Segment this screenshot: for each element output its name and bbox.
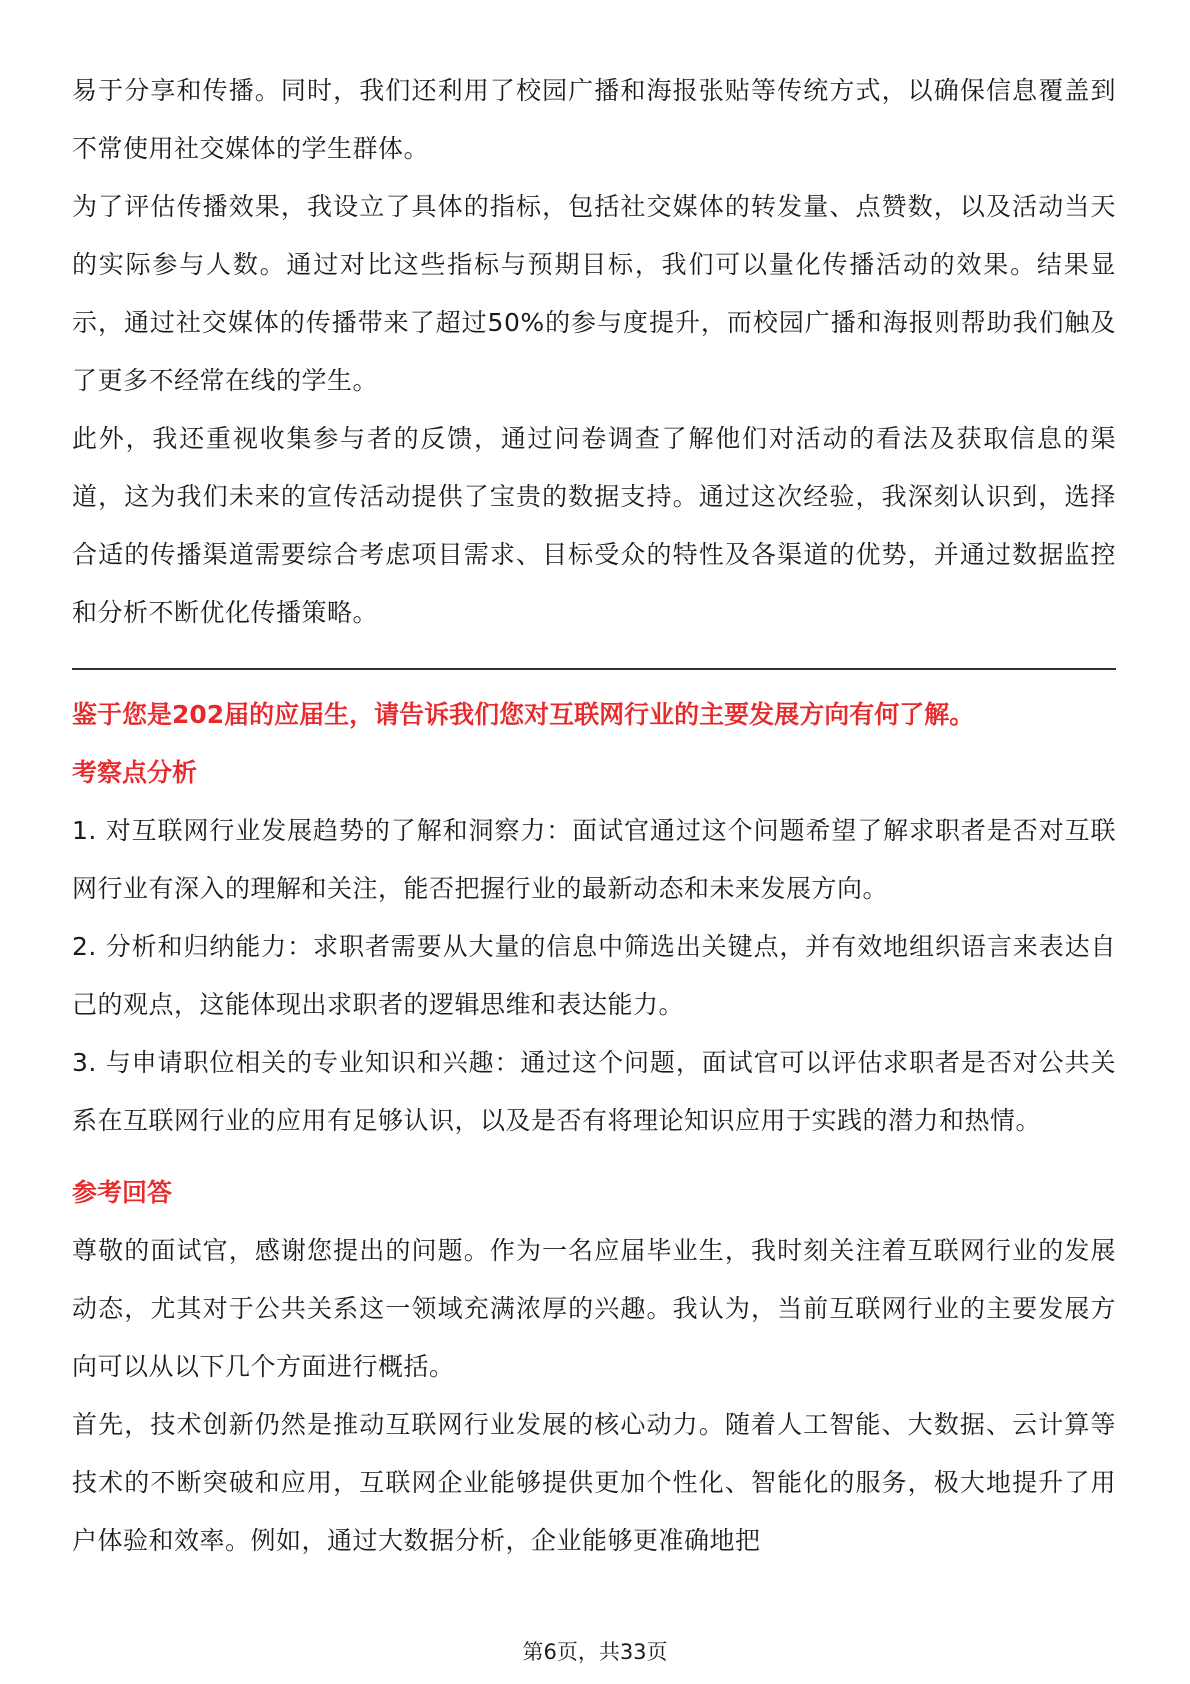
question-heading: 鉴于您是202届的应届生，请告诉我们您对互联网行业的主要发展方向有何了解。 [72, 700, 975, 729]
intro-paragraph-1: 易于分享和传播。同时，我们还利用了校园广播和海报张贴等传统方式，以确保信息覆盖到不常使用社交媒体的学生群体。 [72, 76, 1116, 163]
answer-paragraph-1: 尊敬的面试官，感谢您提出的问题。作为一名应届毕业生，我时刻关注着互联网行业的发展动态，尤其对于公共关系这一领域充满浓厚的兴趣。我认为，当前互联网行业的主要发展方向可以从以下几个方面进行概括。 [72, 1236, 1116, 1381]
analysis-point-2: 2. 分析和归纳能力：求职者需要从大量的信息中筛选出关键点，并有效地组织语言来表达自己的观点，这能体现出求职者的逻辑思维和表达能力。 [72, 932, 1116, 1019]
section-gap [72, 1150, 1116, 1164]
analysis-point-1: 1. 对互联网行业发展趋势的了解和洞察力：面试官通过这个问题希望了解求职者是否对互联网行业有深入的理解和关注，能否把握行业的最新动态和未来发展方向。 [72, 816, 1116, 903]
intro-paragraph-2: 为了评估传播效果，我设立了具体的指标，包括社交媒体的转发量、点赞数，以及活动当天的实际参与人数。通过对比这些指标与预期目标，我们可以量化传播活动的效果。结果显示，通过社交媒体的传播带来了超过50%的参与度提升，而校园广播和海报则帮助我们触及了更多不经常在线的学生。 [72, 192, 1116, 395]
answer-paragraph-2: 首先，技术创新仍然是推动互联网行业发展的核心动力。随着人工智能、大数据、云计算等技术的不断突破和应用，互联网企业能够提供更加个性化、智能化的服务，极大地提升了用户体验和效率。例如，通过大数据分析，企业能够更准确地把 [72, 1410, 1116, 1555]
page-number-footer: 第6页，共33页 [522, 1640, 668, 1664]
analysis-point-3: 3. 与申请职位相关的专业知识和兴趣：通过这个问题，面试官可以评估求职者是否对公共关系在互联网行业的应用有足够认识，以及是否有将理论知识应用于实践的潜力和热情。 [72, 1048, 1116, 1135]
answer-title: 参考回答 [72, 1178, 173, 1207]
page-content [72, 62, 1116, 1570]
analysis-title: 考察点分析 [72, 758, 198, 787]
section-divider [72, 668, 1116, 670]
intro-paragraph-3: 此外，我还重视收集参与者的反馈，通过问卷调查了解他们对活动的看法及获取信息的渠道，这为我们未来的宣传活动提供了宝贵的数据支持。通过这次经验，我深刻认识到，选择合适的传播渠道需要综合考虑项目需求、目标受众的特性及各渠道的优势，并通过数据监控和分析不断优化传播策略。 [72, 424, 1116, 627]
